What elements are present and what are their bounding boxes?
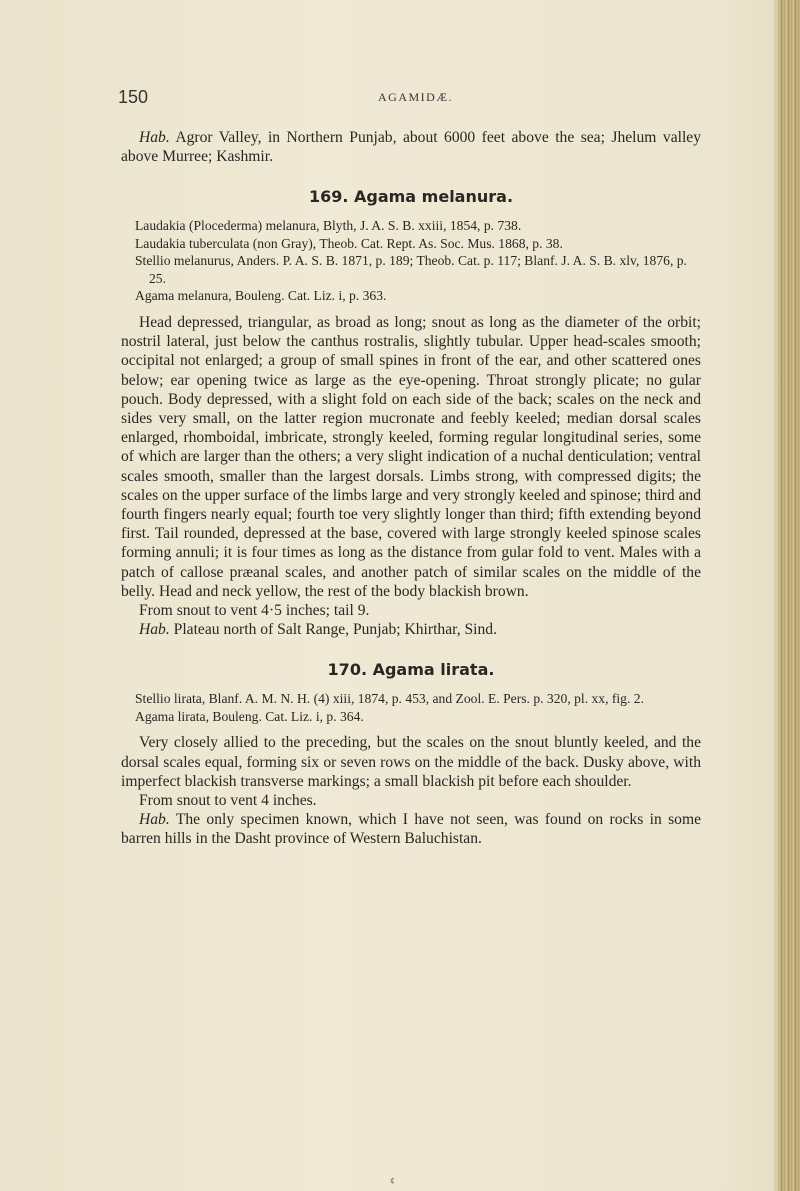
synonym-entry: Stellio melanurus, Anders. P. A. S. B. 1871, p. 189; Theob. Cat. p. 117; Blanf. J. A. S. B. xlv, 1876, p. 25. (135, 253, 687, 286)
description-169: Head depressed, triangular, as broad as long; snout as long as the diameter of the orbit; nostril lateral, just below the canthus rostralis, slightly tubular. Upper head-scales smooth; occipital not enlarged; a group of small spines in front of the ear, and other scattered ones below; ear opening twice as large as the eye-opening. Throat strongly plicate; no gular pouch. Body depressed, with a slight fold on each side of the back; scales on the neck and sides very small, on the latter region mucronate and feebly keeled; median dorsal scales enlarged, rhomboidal, imbricate, strongly keeled, forming regular longitudinal series, some of which are larger than the others; a very slight indication of a nuchal denticulation; ventral scales smooth, smaller than the largest dorsals. Limbs strong, with compressed digits; the scales on the upper surface of the limbs large and very strongly keeled and spinose; third and fourth fingers nearly equal; fourth toe very slightly longer than third; fifth extending beyond first. Tail rounded, depressed at the base, covered with large strongly keeled spinose scales forming annuli; it is four times as long as the distance from gular fold to vent. Males with a patch of callose præanal scales, and another patch of similar scales on the middle of the belly. Head and neck yellow, the rest of the body blackish brown. (121, 313, 701, 600)
synonym-entry: Agama melanura, Bouleng. Cat. Liz. i, p. 363. (135, 288, 387, 304)
measurements-169: From snout to vent 4·5 inches; tail 9. (139, 601, 370, 619)
description-170: Very closely allied to the preceding, but the scales on the snout bluntly keeled, and the dorsal scales equal, forming six or seven rows on the middle of the back. Dusky above, with imperfect blackish transverse markings; a small blackish pit before each shoulder. (121, 734, 701, 790)
habitat-text: Agror Valley, in Northern Punjab, about 6000 feet above the sea; Jhelum valley above Murree; Kashmir. (121, 129, 701, 166)
habitat-label: Hab. (139, 129, 170, 146)
synonymy-170 (121, 690, 701, 725)
book-edge (778, 0, 800, 1191)
footer-mark: ¢ (390, 1176, 396, 1185)
intro-habitat (121, 128, 701, 166)
running-head: AGAMIDÆ. (378, 90, 453, 104)
habitat-label: Hab. (139, 621, 170, 639)
synonymy-169 (121, 217, 701, 305)
habitat-text: Plateau north of Salt Range, Punjab; Khirthar, Sind. (169, 621, 497, 639)
synonym-entry: Stellio lirata, Blanf. A. M. N. H. (4) xiii, 1874, p. 453, and Zool. E. Pers. p. 320, pl. xx, fig. 2. (135, 691, 644, 707)
page-content (121, 128, 701, 849)
habitat-169 (121, 620, 701, 639)
habitat-label: Hab. (139, 811, 170, 829)
synonym-entry: Laudakia tuberculata (non Gray), Theob. Cat. Rept. As. Soc. Mus. 1868, p. 38. (135, 235, 563, 251)
page-header (118, 87, 698, 110)
habitat-text: The only specimen known, which I have not seen, was found on rocks in some barren hills in the Dasht province of Western Baluchistan. (121, 811, 701, 848)
species-heading-170: 170. Agama lirata. (327, 660, 495, 680)
habitat-170 (121, 810, 701, 848)
measurements-170: From snout to vent 4 inches. (139, 791, 317, 809)
synonym-entry: Laudakia (Plocederma) melanura, Blyth, J. A. S. B. xxiii, 1854, p. 738. (135, 218, 522, 234)
species-heading-169: 169. Agama melanura. (308, 187, 514, 207)
synonym-entry: Agama lirata, Bouleng. Cat. Liz. i, p. 364. (135, 708, 364, 724)
page-number: 150 (118, 87, 149, 107)
